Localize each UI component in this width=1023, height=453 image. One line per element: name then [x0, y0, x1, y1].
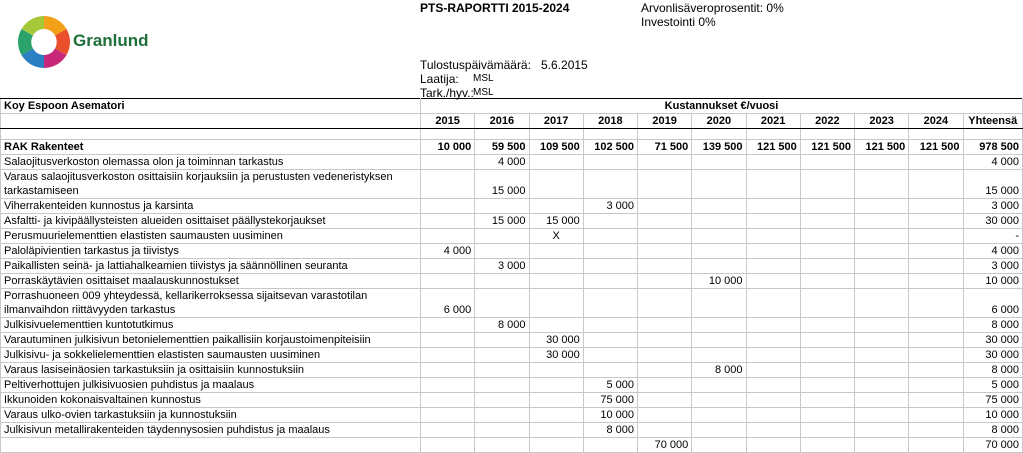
value-cell: [746, 363, 800, 378]
date-value: 5.6.2015: [541, 58, 588, 72]
value-cell: [746, 170, 800, 199]
value-cell: [583, 318, 637, 333]
value-cell: [638, 393, 692, 408]
value-cell: [746, 229, 800, 244]
value-cell: [421, 274, 475, 289]
year-header: 2015: [421, 114, 475, 129]
vat-label: Arvonlisäveroprosentit: 0%: [641, 1, 784, 15]
value-cell: [692, 259, 746, 274]
value-cell: 3 000: [963, 259, 1022, 274]
approver-label: Tark./hyv.:: [420, 86, 474, 100]
table-row: [1, 289, 1023, 318]
year-header: 2019: [638, 114, 692, 129]
value-cell: [855, 244, 909, 259]
value-cell: 3 000: [583, 199, 637, 214]
value-cell: [475, 333, 529, 348]
value-cell: [855, 214, 909, 229]
spacer-cell: [529, 129, 583, 140]
value-cell: [746, 378, 800, 393]
table-row: [1, 348, 1023, 363]
table-row: [1, 318, 1023, 333]
table-header-row-1: [1, 99, 1023, 114]
value-cell: [638, 155, 692, 170]
value-cell: [421, 229, 475, 244]
value-cell: [583, 363, 637, 378]
table-row: [1, 259, 1023, 274]
value-cell: 8 000: [963, 423, 1022, 438]
value-cell: [529, 155, 583, 170]
value-cell: [421, 259, 475, 274]
value-cell: [800, 318, 854, 333]
value-cell: [475, 274, 529, 289]
year-header-blank: [1, 114, 421, 129]
value-cell: -: [963, 229, 1022, 244]
row-label: Julkisivun metallirakenteiden täydennysosien puhdistus ja maalaus: [1, 423, 421, 438]
table-spacer: [1, 129, 1023, 140]
value-cell: [855, 423, 909, 438]
logo-text: Granlund: [73, 31, 149, 50]
value-cell: [692, 155, 746, 170]
date-label: Tulostuspäivämäärä:: [420, 58, 531, 72]
value-cell: [800, 423, 854, 438]
value-cell: [638, 363, 692, 378]
value-cell: [909, 363, 963, 378]
value-cell: [909, 155, 963, 170]
value-cell: [692, 378, 746, 393]
year-header: 2022: [800, 114, 854, 129]
value-cell: [909, 423, 963, 438]
table-row: [1, 229, 1023, 244]
value-cell: [475, 393, 529, 408]
value-cell: [638, 408, 692, 423]
table-row: [1, 244, 1023, 259]
value-cell: X: [529, 229, 583, 244]
value-cell: [800, 333, 854, 348]
value-cell: [909, 408, 963, 423]
section-total-cell: 10 000: [421, 140, 475, 155]
value-cell: [746, 199, 800, 214]
table-row: [1, 155, 1023, 170]
value-cell: [692, 229, 746, 244]
value-cell: [855, 229, 909, 244]
table-row: [1, 214, 1023, 229]
value-cell: [909, 274, 963, 289]
section-row: [1, 140, 1023, 155]
value-cell: [855, 438, 909, 453]
year-header: 2016: [475, 114, 529, 129]
section-total-cell: 121 500: [746, 140, 800, 155]
value-cell: [855, 393, 909, 408]
value-cell: [692, 289, 746, 318]
value-cell: [800, 244, 854, 259]
value-cell: [746, 259, 800, 274]
section-total-cell: 121 500: [800, 140, 854, 155]
value-cell: [638, 214, 692, 229]
value-cell: [855, 199, 909, 214]
row-label: Paloläpivientien tarkastus ja tiivistys: [1, 244, 421, 259]
value-cell: [638, 259, 692, 274]
value-cell: [583, 438, 637, 453]
row-label: Julkisivuelementtien kuntotutkimus: [1, 318, 421, 333]
value-cell: [475, 289, 529, 318]
value-cell: [855, 333, 909, 348]
value-cell: [746, 274, 800, 289]
spacer-cell: [855, 129, 909, 140]
value-cell: [855, 408, 909, 423]
value-cell: [529, 318, 583, 333]
value-cell: [909, 393, 963, 408]
cost-table: [0, 98, 1023, 453]
value-cell: [529, 244, 583, 259]
row-label: Julkisivu- ja sokkelielementtien elastisten saumausten uusiminen: [1, 348, 421, 363]
value-cell: [855, 170, 909, 199]
spacer-cell: [1, 129, 421, 140]
value-cell: [583, 244, 637, 259]
value-cell: [638, 199, 692, 214]
value-cell: 6 000: [963, 289, 1022, 318]
value-cell: [746, 214, 800, 229]
value-cell: [692, 333, 746, 348]
row-label: Salaojitusverkoston olemassa olon ja toiminnan tarkastus: [1, 155, 421, 170]
value-cell: [638, 229, 692, 244]
table-row: [1, 378, 1023, 393]
value-cell: 75 000: [963, 393, 1022, 408]
value-cell: 8 000: [963, 363, 1022, 378]
value-cell: [529, 423, 583, 438]
row-label: Asfaltti- ja kivipäällysteisten alueiden osittaiset päällystekorjaukset: [1, 214, 421, 229]
spacer-cell: [963, 129, 1022, 140]
spacer-cell: [475, 129, 529, 140]
section-total-cell: 121 500: [855, 140, 909, 155]
spacer-cell: [583, 129, 637, 140]
property-name: Koy Espoon Asematori: [1, 99, 421, 114]
value-cell: [638, 170, 692, 199]
table-row: [1, 438, 1023, 453]
value-cell: [692, 348, 746, 363]
value-cell: 70 000: [963, 438, 1022, 453]
value-cell: [529, 378, 583, 393]
value-cell: [800, 378, 854, 393]
section-total-cell: 71 500: [638, 140, 692, 155]
value-cell: [800, 408, 854, 423]
value-cell: [529, 170, 583, 199]
value-cell: [475, 408, 529, 423]
section-total-cell: 139 500: [692, 140, 746, 155]
table-row: [1, 393, 1023, 408]
value-cell: 8 000: [475, 318, 529, 333]
value-cell: [583, 289, 637, 318]
author-value: MSL: [473, 73, 494, 84]
value-cell: [800, 229, 854, 244]
spacer-cell: [638, 129, 692, 140]
value-cell: [421, 214, 475, 229]
value-cell: [638, 423, 692, 438]
value-cell: [746, 155, 800, 170]
spacer-cell: [800, 129, 854, 140]
value-cell: [800, 274, 854, 289]
value-cell: [692, 318, 746, 333]
value-cell: [800, 393, 854, 408]
approver-value: MSL: [473, 87, 494, 98]
spacer-cell: [909, 129, 963, 140]
value-cell: [638, 274, 692, 289]
row-label: Varautuminen julkisivun betonielementtien paikallisiin korjaustoimenpiteisiin: [1, 333, 421, 348]
value-cell: 75 000: [583, 393, 637, 408]
value-cell: 4 000: [475, 155, 529, 170]
year-header: 2018: [583, 114, 637, 129]
table-row: [1, 170, 1023, 199]
value-cell: [583, 259, 637, 274]
row-label: Varaus ulko-ovien tarkastuksiin ja kunnostuksiin: [1, 408, 421, 423]
value-cell: [475, 378, 529, 393]
value-cell: 10 000: [692, 274, 746, 289]
value-cell: [909, 214, 963, 229]
spacer-cell: [692, 129, 746, 140]
value-cell: [855, 348, 909, 363]
value-cell: [746, 348, 800, 363]
value-cell: [421, 408, 475, 423]
year-header: 2020: [692, 114, 746, 129]
value-cell: [909, 438, 963, 453]
value-cell: [746, 408, 800, 423]
value-cell: [746, 333, 800, 348]
report-title: PTS-RAPORTTI 2015-2024: [420, 1, 570, 15]
value-cell: [421, 333, 475, 348]
value-cell: 15 000: [529, 214, 583, 229]
row-label: Paikallisten seinä- ja lattiahalkeamien tiivistys ja säännöllinen seuranta: [1, 259, 421, 274]
value-cell: [800, 155, 854, 170]
value-cell: [909, 170, 963, 199]
value-cell: 15 000: [475, 214, 529, 229]
value-cell: [746, 423, 800, 438]
value-cell: [583, 214, 637, 229]
value-cell: [475, 244, 529, 259]
value-cell: 15 000: [963, 170, 1022, 199]
value-cell: [909, 348, 963, 363]
value-cell: [421, 363, 475, 378]
value-cell: [529, 289, 583, 318]
value-cell: 15 000: [475, 170, 529, 199]
value-cell: [529, 363, 583, 378]
table-row: [1, 363, 1023, 378]
value-cell: 10 000: [963, 274, 1022, 289]
value-cell: 30 000: [963, 333, 1022, 348]
value-cell: [800, 259, 854, 274]
value-cell: 10 000: [963, 408, 1022, 423]
value-cell: [800, 348, 854, 363]
value-cell: [909, 333, 963, 348]
year-header: Yhteensä: [963, 114, 1022, 129]
granlund-logo: [16, 14, 72, 70]
value-cell: [638, 244, 692, 259]
value-cell: [692, 170, 746, 199]
section-total-cell: 102 500: [583, 140, 637, 155]
value-cell: [638, 289, 692, 318]
value-cell: 4 000: [963, 155, 1022, 170]
value-cell: [855, 318, 909, 333]
value-cell: [529, 393, 583, 408]
value-cell: [529, 408, 583, 423]
value-cell: [909, 289, 963, 318]
value-cell: [475, 229, 529, 244]
section-name: RAK Rakenteet: [1, 140, 421, 155]
value-cell: [800, 170, 854, 199]
value-cell: [692, 214, 746, 229]
value-cell: [909, 244, 963, 259]
value-cell: 10 000: [583, 408, 637, 423]
value-cell: 8 000: [583, 423, 637, 438]
table-row: [1, 408, 1023, 423]
value-cell: [800, 214, 854, 229]
value-cell: [583, 333, 637, 348]
row-label: Varaus salaojitusverkoston osittaisiin korjauksiin ja perustusten vedeneristyksen tarkastamiseen: [1, 170, 421, 199]
value-cell: [475, 438, 529, 453]
value-cell: 3 000: [475, 259, 529, 274]
value-cell: 70 000: [638, 438, 692, 453]
spacer-cell: [421, 129, 475, 140]
value-cell: [855, 274, 909, 289]
value-cell: [909, 318, 963, 333]
table-row: [1, 333, 1023, 348]
row-label: Porrashuoneen 009 yhteydessä, kellarikerroksessa sijaitsevan varastotilan ilmanvaihdon riittävyyden tarkastus: [1, 289, 421, 318]
row-label: Perusmuurielementtien elastisten saumausten uusiminen: [1, 229, 421, 244]
value-cell: [583, 348, 637, 363]
value-cell: 30 000: [963, 348, 1022, 363]
value-cell: [855, 155, 909, 170]
value-cell: [529, 259, 583, 274]
value-cell: 4 000: [421, 244, 475, 259]
row-label: Peltiverhottujen julkisivuosien puhdistus ja maalaus: [1, 378, 421, 393]
value-cell: [855, 259, 909, 274]
value-cell: [421, 348, 475, 363]
value-cell: [583, 229, 637, 244]
row-label: Porraskäytävien osittaiset maalauskunnostukset: [1, 274, 421, 289]
value-cell: [692, 393, 746, 408]
value-cell: [746, 438, 800, 453]
table-row: [1, 274, 1023, 289]
value-cell: [475, 348, 529, 363]
table-header-years: [1, 114, 1023, 129]
value-cell: [800, 363, 854, 378]
value-cell: 30 000: [963, 214, 1022, 229]
value-cell: [909, 229, 963, 244]
row-label: [1, 438, 421, 453]
value-cell: [638, 348, 692, 363]
value-cell: [583, 274, 637, 289]
value-cell: 30 000: [529, 348, 583, 363]
investment-label: Investointi 0%: [641, 15, 716, 29]
section-total-cell: 59 500: [475, 140, 529, 155]
value-cell: [529, 199, 583, 214]
value-cell: [529, 438, 583, 453]
value-cell: [421, 170, 475, 199]
section-total-cell: 109 500: [529, 140, 583, 155]
value-cell: [421, 393, 475, 408]
author-label: Laatija:: [420, 72, 459, 86]
table-row: [1, 199, 1023, 214]
value-cell: [421, 378, 475, 393]
value-cell: [746, 289, 800, 318]
year-header: 2023: [855, 114, 909, 129]
value-cell: [475, 363, 529, 378]
value-cell: [421, 199, 475, 214]
value-cell: [746, 393, 800, 408]
value-cell: [583, 170, 637, 199]
value-cell: [692, 408, 746, 423]
year-header: 2024: [909, 114, 963, 129]
section-total-cell: 121 500: [909, 140, 963, 155]
row-label: Ikkunoiden kokonaisvaltainen kunnostus: [1, 393, 421, 408]
value-cell: [909, 259, 963, 274]
value-cell: 5 000: [963, 378, 1022, 393]
cost-header: Kustannukset €/vuosi: [421, 99, 1023, 114]
value-cell: [475, 199, 529, 214]
value-cell: [421, 438, 475, 453]
year-header: 2021: [746, 114, 800, 129]
value-cell: [909, 378, 963, 393]
value-cell: [692, 199, 746, 214]
section-total-cell: 978 500: [963, 140, 1022, 155]
value-cell: 8 000: [692, 363, 746, 378]
value-cell: [746, 318, 800, 333]
value-cell: 4 000: [963, 244, 1022, 259]
value-cell: [800, 289, 854, 318]
value-cell: [421, 423, 475, 438]
value-cell: 30 000: [529, 333, 583, 348]
value-cell: 8 000: [963, 318, 1022, 333]
spacer-cell: [746, 129, 800, 140]
value-cell: [909, 199, 963, 214]
value-cell: [692, 438, 746, 453]
year-header: 2017: [529, 114, 583, 129]
value-cell: [800, 438, 854, 453]
value-cell: [583, 155, 637, 170]
row-label: Viherrakenteiden kunnostus ja karsinta: [1, 199, 421, 214]
row-label: Varaus lasiseinäosien tarkastuksiin ja osittaisiin kunnostuksiin: [1, 363, 421, 378]
value-cell: 3 000: [963, 199, 1022, 214]
value-cell: [638, 333, 692, 348]
value-cell: 6 000: [421, 289, 475, 318]
value-cell: [475, 423, 529, 438]
value-cell: [855, 378, 909, 393]
value-cell: [421, 155, 475, 170]
value-cell: [529, 274, 583, 289]
value-cell: 5 000: [583, 378, 637, 393]
value-cell: [421, 318, 475, 333]
value-cell: [800, 199, 854, 214]
table-row: [1, 423, 1023, 438]
value-cell: [855, 363, 909, 378]
value-cell: [746, 244, 800, 259]
value-cell: [692, 244, 746, 259]
value-cell: [855, 289, 909, 318]
value-cell: [638, 378, 692, 393]
value-cell: [692, 423, 746, 438]
value-cell: [638, 318, 692, 333]
